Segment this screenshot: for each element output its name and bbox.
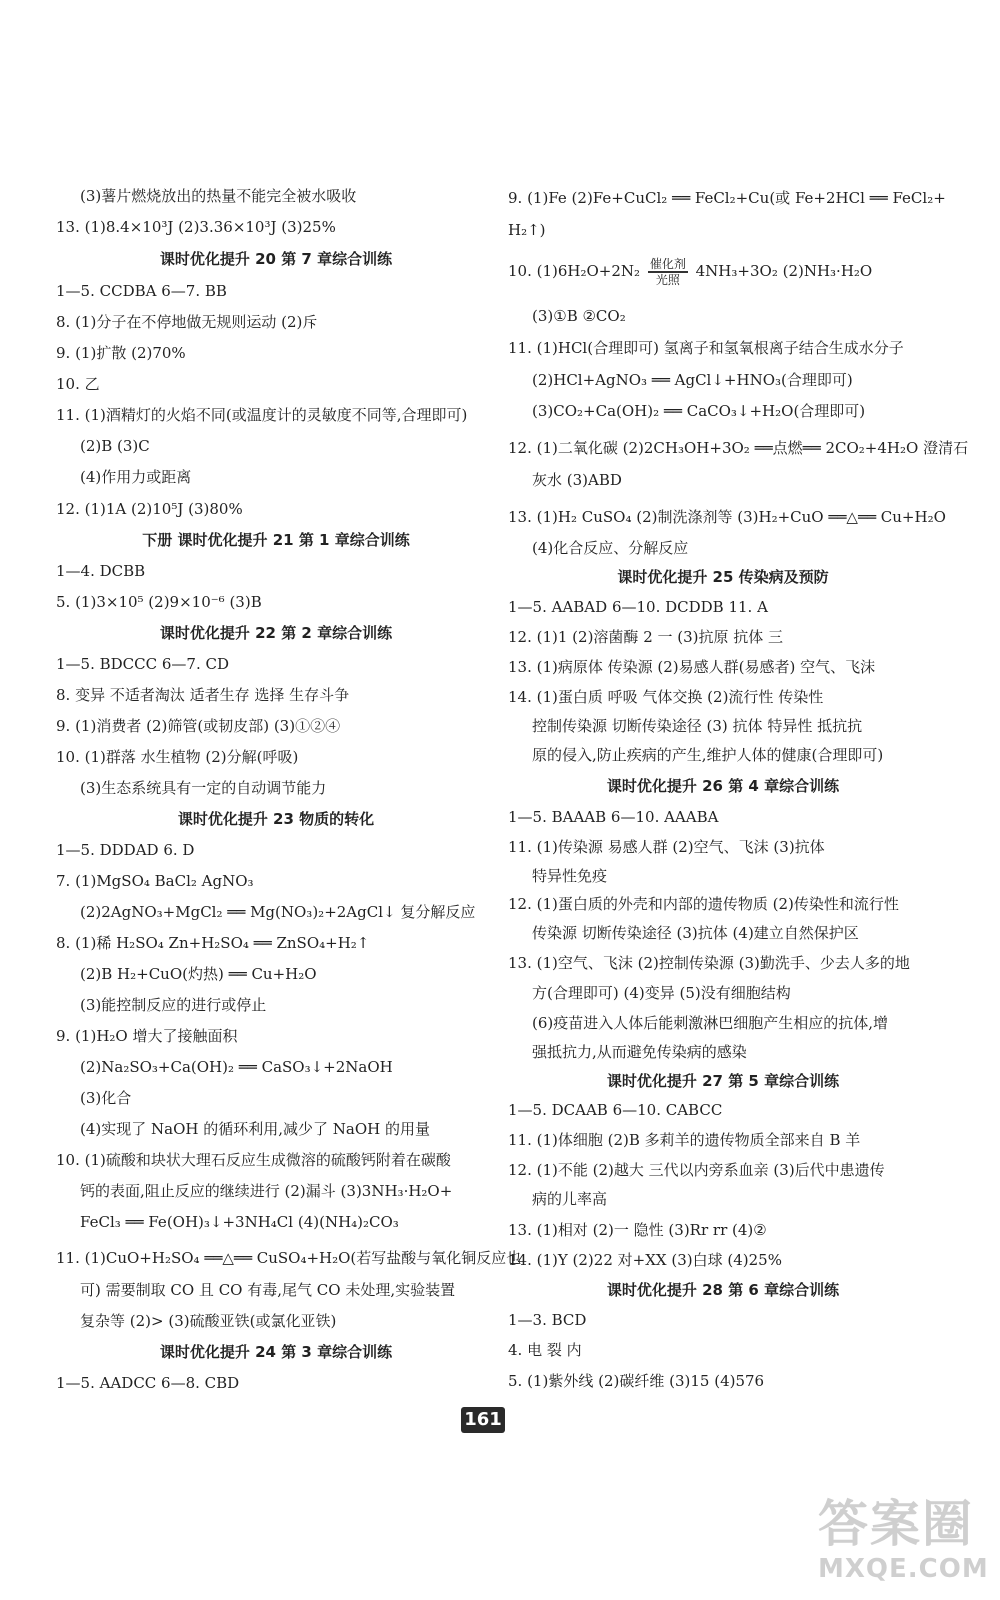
answer-line: 13. (1)相对 (2)一 隐性 (3)Rr rr (4)② [508,1221,767,1239]
answer-line: 原的侵入,防止疾病的产生,维护人体的健康(合理即可) [532,746,884,764]
answer-line: (2)2AgNO₃+MgCl₂ ══ Mg(NO₃)₂+2AgCl↓ 复分解反应 [80,903,476,921]
watermark-text-bottom: MXQE.COM [818,1554,989,1584]
answer-line: (3)生态系统具有一定的自动调节能力 [80,779,327,797]
answer-line: 5. (1)紫外线 (2)碳纤维 (3)15 (4)576 [508,1372,765,1390]
page-number: 161 [461,1407,505,1433]
answer-line: 10. (1)群落 水生植物 (2)分解(呼吸) [56,748,299,766]
equation-right: 4NH₃+3O₂ (2)NH₃·H₂O [695,262,873,280]
answer-line: 1—5. DDDAD 6. D [56,841,195,859]
section-heading: 课时优化提升 24 第 3 章综合训练 [159,1343,393,1361]
answer-line: (2)HCl+AgNO₃ ══ AgCl↓+HNO₃(合理即可) [532,371,853,389]
answer-line: 12. (1)1A (2)10⁵J (3)80% [56,500,243,518]
answer-line: 复杂等 (2)> (3)硫酸亚铁(或氯化亚铁) [80,1312,337,1330]
answer-line: 传染源 切断传染途径 (3)抗体 (4)建立自然保护区 [532,924,859,942]
answer-line: 9. (1)H₂O 增大了接触面积 [56,1027,238,1045]
answer-line: 可) 需要制取 CO 且 CO 有毒,尾气 CO 未处理,实验装置 [80,1281,456,1299]
answer-line: 11. (1)体细胞 (2)B 多莉羊的遗传物质全部来自 B 羊 [508,1131,861,1149]
condition-top: 催化剂 [649,257,686,271]
answer-line: 1—5. CCDBA 6—7. BB [56,282,227,300]
answer-line: 8. 变异 不适者淘汰 适者生存 选择 生存斗争 [56,686,350,704]
answer-line: 12. (1)1 (2)溶菌酶 2 一 (3)抗原 抗体 三 [508,628,784,646]
answer-line: 13. (1)病原体 传染源 (2)易感人群(易感者) 空气、飞沫 [508,658,876,676]
answer-line: 13. (1)H₂ CuSO₄ (2)制洗涤剂等 (3)H₂+CuO ══△══ Cu+H₂O [508,508,946,526]
answer-line: 10. 乙 [56,375,100,393]
answer-line: 1—5. BDCCC 6—7. CD [56,655,229,673]
answer-line: 13. (1)8.4×10³J (2)3.36×10³J (3)25% [56,218,336,236]
answer-line: 1—3. BCD [508,1311,587,1329]
answer-line: 9. (1)消费者 (2)筛管(或韧皮部) (3)①②④ [56,717,341,735]
answer-line: 1—4. DCBB [56,562,146,580]
answer-line: (2)B H₂+CuO(灼热) ══ Cu+H₂O [80,965,317,983]
answer-line: H₂↑) [508,221,546,239]
answer-line: 13. (1)空气、飞沫 (2)控制传染源 (3)勤洗手、少去人多的地 [508,954,910,972]
section-heading: 课时优化提升 20 第 7 章综合训练 [159,250,393,268]
answer-line: FeCl₃ ══ Fe(OH)₃↓+3NH₄Cl (4)(NH₄)₂CO₃ [80,1213,399,1231]
answer-line: (4)作用力或距离 [80,468,192,486]
answer-line: 12. (1)二氧化碳 (2)2CH₃OH+3O₂ ══点燃══ 2CO₂+4H₂O 澄清石 [508,439,969,457]
answer-line: 14. (1)Y (2)22 对+XX (3)白球 (4)25% [508,1251,782,1269]
answer-line: 9. (1)扩散 (2)70% [56,344,186,362]
section-heading: 下册 课时优化提升 21 第 1 章综合训练 [142,531,410,549]
answer-line: 8. (1)分子在不停地做无规则运动 (2)斥 [56,313,318,331]
answer-line: 控制传染源 切断传染途径 (3) 抗体 特异性 抵抗抗 [532,717,863,735]
watermark-logo [818,1484,993,1594]
answer-line: (3)薯片燃烧放出的热量不能完全被水吸收 [80,187,357,205]
condition-bottom: 光照 [655,273,680,287]
answer-line: 灰水 (3)ABD [532,471,622,489]
answer-line: 10. (1)硫酸和块状大理石反应生成微溶的硫酸钙附着在碳酸 [56,1151,451,1169]
answer-line: (3)CO₂+Ca(OH)₂ ══ CaCO₃↓+H₂O(合理即可) [532,402,866,420]
answer-line: 病的儿率高 [532,1190,608,1208]
reaction-condition [648,257,688,287]
answer-line: 11. (1)传染源 易感人群 (2)空气、飞沫 (3)抗体 [508,838,825,856]
answer-line: 1—5. AADCC 6—8. CBD [56,1374,240,1392]
answer-line: 11. (1)酒精灯的火焰不同(或温度计的灵敏度不同等,合理即可) [56,406,468,424]
answer-line: 14. (1)蛋白质 呼吸 气体交换 (2)流行性 传染性 [508,688,824,706]
answer-line: 强抵抗力,从而避免传染病的感染 [532,1043,747,1061]
answer-line: 8. (1)稀 H₂SO₄ Zn+H₂SO₄ ══ ZnSO₄+H₂↑ [56,934,370,952]
answer-line: 钙的表面,阻止反应的继续进行 (2)漏斗 (3)3NH₃·H₂O+ [80,1182,453,1200]
answer-line: (6)疫苗进入人体后能刺激淋巴细胞产生相应的抗体,增 [532,1014,889,1032]
answer-line: 1—5. DCAAB 6—10. CABCC [508,1101,723,1119]
answer-line: 1—5. BAAAB 6—10. AAABA [508,808,719,826]
section-heading: 课时优化提升 27 第 5 章综合训练 [606,1072,840,1090]
answer-line: (3)①B ②CO₂ [532,307,626,325]
answer-line: (2)Na₂SO₃+Ca(OH)₂ ══ CaSO₃↓+2NaOH [80,1058,393,1076]
equation-left: 10. (1)6H₂O+2N₂ [508,262,641,280]
answer-line: 7. (1)MgSO₄ BaCl₂ AgNO₃ [56,872,254,890]
answer-line: 12. (1)蛋白质的外壳和内部的遗传物质 (2)传染性和流行性 [508,895,899,913]
answer-line-equation [508,253,872,289]
answer-line: 1—5. AABAD 6—10. DCDDB 11. A [508,598,768,616]
answer-line: (3)化合 [80,1089,132,1107]
answer-line: (2)B (3)C [80,437,150,455]
section-heading: 课时优化提升 22 第 2 章综合训练 [159,624,393,642]
section-heading: 课时优化提升 25 传染病及预防 [617,568,829,586]
answer-line: (3)能控制反应的进行或停止 [80,996,267,1014]
watermark-text-top: 答案圈 [818,1495,974,1553]
section-heading: 课时优化提升 28 第 6 章综合训练 [606,1281,840,1299]
answer-line: 5. (1)3×10⁵ (2)9×10⁻⁶ (3)B [56,593,262,611]
answer-line: (4)实现了 NaOH 的循环利用,减少了 NaOH 的用量 [80,1120,430,1138]
answer-line: 12. (1)不能 (2)越大 三代以内旁系血亲 (3)后代中患遗传 [508,1161,885,1179]
answer-line: 4. 电 裂 内 [508,1341,582,1359]
answer-line: 11. (1)HCl(合理即可) 氢离子和氢氧根离子结合生成水分子 [508,339,904,357]
answer-line: 11. (1)CuO+H₂SO₄ ══△══ CuSO₄+H₂O(若写盐酸与氧化铜反应也 [56,1249,522,1267]
answer-line: (4)化合反应、分解反应 [532,539,689,557]
section-heading: 课时优化提升 23 物质的转化 [177,810,375,828]
section-heading: 课时优化提升 26 第 4 章综合训练 [606,777,840,795]
answer-line: 特异性免疫 [532,867,608,885]
answer-line: 9. (1)Fe (2)Fe+CuCl₂ ══ FeCl₂+Cu(或 Fe+2HCl ══ FeCl₂+ [508,189,946,207]
answer-line: 方(合理即可) (4)变异 (5)没有细胞结构 [532,984,791,1002]
